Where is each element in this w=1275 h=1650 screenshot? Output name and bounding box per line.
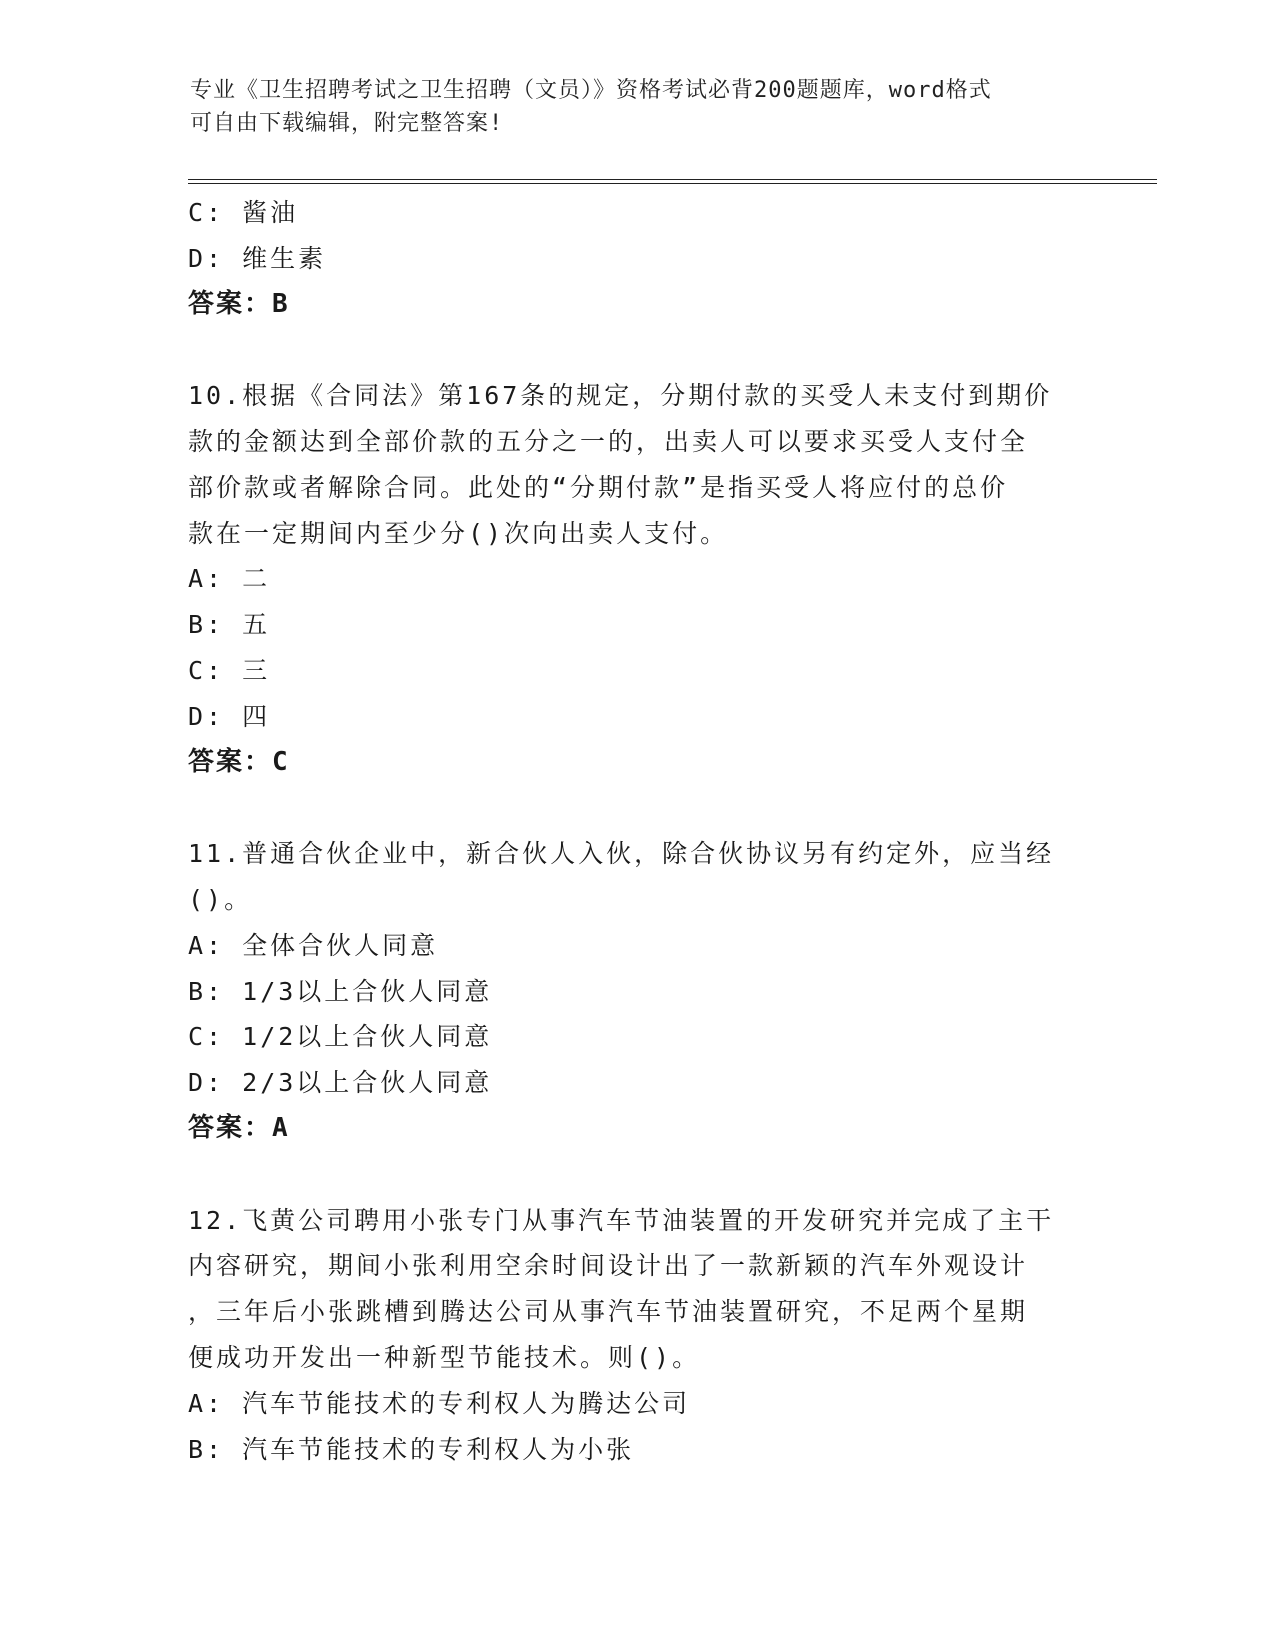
answer-line: 答案：C [188, 746, 290, 777]
option-c: C: 三 [188, 655, 271, 685]
header-title-line-2: 可自由下载编辑，附完整答案! [190, 111, 504, 136]
question-11 [188, 831, 1088, 1152]
stem-line: 内容研究，期间小张利用空余时间设计出了一款新颖的汽车外观设计 [188, 1251, 1029, 1281]
spacer [188, 785, 1088, 831]
stem-line: 10.根据《合同法》第167条的规定，分期付款的买受人未支付到期价 [188, 381, 1053, 411]
option-c: C: 酱油 [188, 198, 299, 227]
question-stem [188, 373, 1088, 556]
option-d: D: 维生素 [188, 243, 327, 273]
header-divider [188, 179, 1157, 180]
header-divider-secondary [188, 183, 1157, 184]
option-a: A: 二 [188, 564, 271, 594]
spacer [188, 1152, 1088, 1198]
question-9 [188, 190, 1088, 327]
option-a: A: 全体合伙人同意 [188, 930, 439, 960]
page-header [190, 74, 1070, 140]
document-body [188, 190, 1088, 1472]
answer-line: 答案：B [188, 288, 290, 319]
option-d: D: 四 [188, 701, 271, 731]
stem-line: 部价款或者解除合同。此处的“分期付款”是指买受人将应付的总价 [188, 472, 1009, 502]
stem-line: 12.飞黄公司聘用小张专门从事汽车节油装置的开发研究并完成了主干 [188, 1205, 1055, 1235]
stem-line: 11.普通合伙企业中，新合伙人入伙，除合伙协议另有约定外，应当经 [188, 839, 1055, 869]
question-stem [188, 831, 1088, 923]
stem-line: 款在一定期间内至少分()次向出卖人支付。 [188, 518, 729, 548]
option-a: A: 汽车节能技术的专利权人为腾达公司 [188, 1388, 691, 1418]
question-12 [188, 1198, 1088, 1473]
spacer [188, 327, 1088, 373]
stem-line: 款的金额达到全部价款的五分之一的，出卖人可以要求买受人支付全 [188, 426, 1029, 456]
stem-line: ()。 [188, 884, 253, 914]
option-b: B: 五 [188, 610, 271, 640]
option-d: D: 2/3以上合伙人同意 [188, 1068, 493, 1098]
option-b: B: 汽车节能技术的专利权人为小张 [188, 1434, 635, 1464]
stem-line: 便成功开发出一种新型节能技术。则()。 [188, 1342, 701, 1372]
question-10 [188, 373, 1088, 785]
answer-line: 答案：A [188, 1112, 290, 1143]
stem-line: ，三年后小张跳槽到腾达公司从事汽车节油装置研究，不足两个星期 [188, 1297, 1029, 1327]
option-c: C: 1/2以上合伙人同意 [188, 1022, 493, 1052]
option-b: B: 1/3以上合伙人同意 [188, 976, 493, 1006]
question-stem [188, 1198, 1088, 1381]
header-title-line-1: 专业《卫生招聘考试之卫生招聘（文员）》资格考试必背200题题库，word格式 [190, 78, 992, 103]
